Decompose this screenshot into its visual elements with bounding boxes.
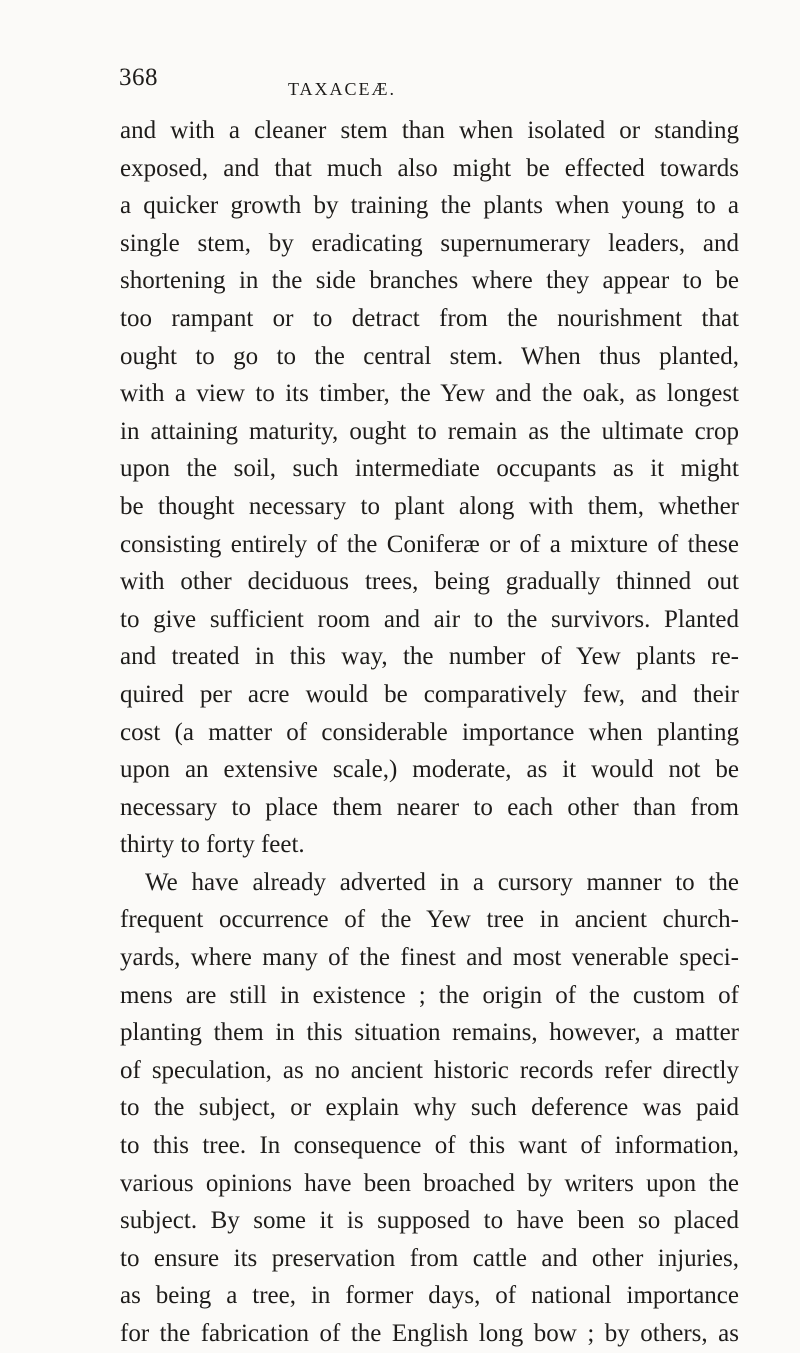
text-line: to ensure its preservation from cattle and other injuries, <box>120 1244 739 1272</box>
text-line: to the subject, or explain why such deference was paid <box>120 1094 739 1122</box>
text-line: various opinions have been broached by writers upon the <box>120 1169 739 1197</box>
text-line: upon the soil, such intermediate occupants as it might <box>120 455 739 483</box>
text-line: too rampant or to detract from the nourishment that <box>120 304 739 332</box>
body-text <box>120 112 739 1353</box>
text-line: with a view to its timber, the Yew and the oak, as longest <box>120 380 739 408</box>
text-line: in attaining maturity, ought to remain as the ultimate crop <box>120 417 739 445</box>
text-line: mens are still in existence ; the origin of the custom of <box>120 981 739 1009</box>
text-line: of speculation, as no ancient historic records refer directly <box>120 1056 739 1084</box>
text-line: yards, where many of the finest and most venerable speci- <box>120 944 739 972</box>
text-line: and treated in this way, the number of Yew plants re- <box>120 643 739 671</box>
text-line: single stem, by eradicating supernumerary leaders, and <box>120 229 739 257</box>
page-number: 368 <box>119 64 158 91</box>
text-line: ought to go to the central stem. When thus planted, <box>120 342 739 370</box>
text-line: consisting entirely of the Coniferæ or of a mixture of these <box>120 530 739 558</box>
text-line: to give sufficient room and air to the survivors. Planted <box>120 605 739 633</box>
text-line: shortening in the side branches where they appear to be <box>120 267 739 295</box>
text-line: be thought necessary to plant along with them, whether <box>120 492 739 520</box>
text-line: planting them in this situation remains, however, a matter <box>120 1019 739 1047</box>
text-line: frequent occurrence of the Yew tree in ancient church- <box>120 906 739 934</box>
text-line: quired per acre would be comparatively few, and their <box>120 680 739 708</box>
text-line: as being a tree, in former days, of national importance <box>120 1282 739 1310</box>
text-line: a quicker growth by training the plants when young to a <box>120 192 739 220</box>
running-title: TAXACEÆ. <box>288 79 397 99</box>
paragraph-end-line: thirty to forty feet. <box>120 831 305 859</box>
text-line: exposed, and that much also might be effected towards <box>120 154 739 182</box>
text-line: necessary to place them nearer to each other than from <box>120 793 739 821</box>
paragraph-start-line: We have already adverted in a cursory manner to the <box>145 868 739 896</box>
text-line: subject. By some it is supposed to have been so placed <box>120 1207 739 1235</box>
text-line: with other deciduous trees, being gradually thinned out <box>120 568 739 596</box>
text-line: to this tree. In consequence of this want of information, <box>120 1132 739 1160</box>
text-line: for the fabrication of the English long bow ; by others, as <box>120 1320 739 1347</box>
text-line: cost (a matter of considerable importance when planting <box>120 718 739 746</box>
text-line: and with a cleaner stem than when isolated or standing <box>120 117 739 144</box>
text-line: upon an extensive scale,) moderate, as it would not be <box>120 756 739 784</box>
